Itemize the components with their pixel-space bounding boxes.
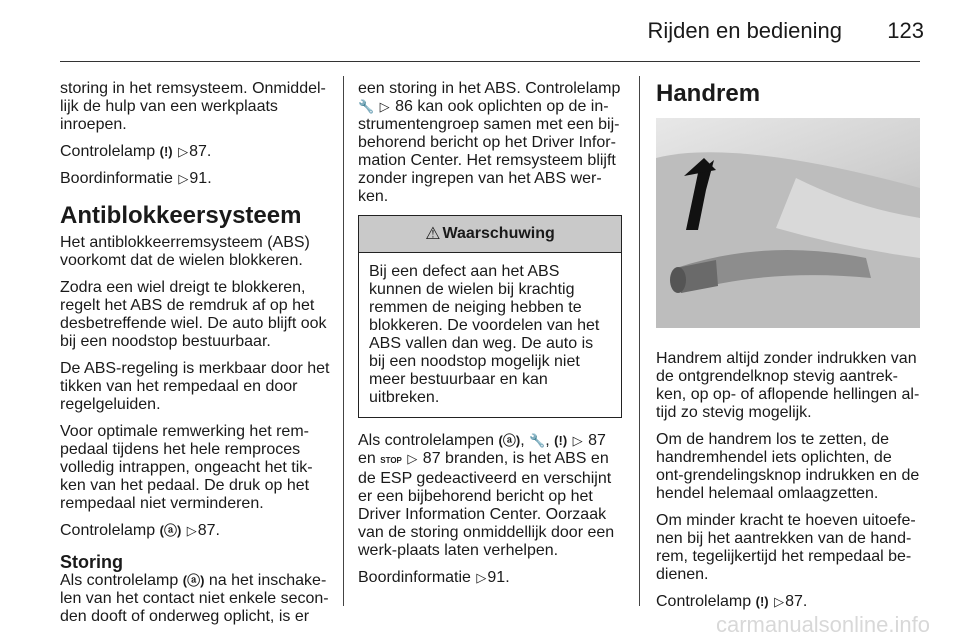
- text: Boordinformatie: [60, 170, 173, 187]
- subheading-storing: Storing: [60, 552, 123, 572]
- warning-header: [359, 216, 621, 253]
- page-ref-icon: ▷: [178, 171, 189, 186]
- page-ref-icon: ▷: [379, 99, 390, 114]
- text: 87 en: [358, 432, 606, 467]
- handbrake-illustration: [656, 118, 920, 328]
- wrench-icon: 🔧: [358, 99, 375, 114]
- paragraph: Om minder kracht te hoeven uitoefe-nen bij het aantrekken van de hand-rem, tegelijkertijd het rempedaal be-dienen.: [656, 512, 916, 583]
- column-3: [656, 80, 920, 620]
- page-ref[interactable]: 87.: [189, 143, 212, 160]
- warning-title: Waarschuwing: [442, 225, 555, 242]
- page-ref[interactable]: 87.: [785, 593, 808, 610]
- paragraph: [60, 572, 330, 626]
- brake-warning-icon: (!): [755, 594, 769, 609]
- warning-body: Bij een defect aan het ABS kunnen de wielen bij krachtig remmen de neiging hebben te blokkeren. De voordelen van het ABS vallen dan weg. De auto is bij een noodstop mogelijk niet meer bestuurbaar en kan uitbreken.: [369, 263, 600, 406]
- abs-warning-icon: (ⓐ): [159, 523, 182, 538]
- paragraph: Het antiblokkeerremsysteem (ABS) voorkomt dat de wielen blokkeren.: [60, 234, 310, 269]
- paragraph: [358, 569, 622, 587]
- abs-warning-icon: (ⓐ): [182, 573, 205, 588]
- warning-box: [358, 215, 622, 418]
- text: Als controlelampen: [358, 432, 495, 449]
- text: Als controlelamp: [60, 572, 179, 589]
- brake-warning-icon: (!): [554, 433, 568, 448]
- paragraph: [60, 522, 330, 540]
- page-ref-icon: ▷: [476, 570, 487, 585]
- page-ref-icon: ▷: [186, 523, 197, 538]
- text: een storing in het ABS. Controlelamp: [358, 80, 621, 97]
- page-ref[interactable]: 91.: [189, 170, 212, 187]
- paragraph: Als controlelampen (ⓐ), 🔧, (!) ▷ 87 en STOP ▷ 87 branden, is het ABS en de ESP gedeactiveerd en verschijnt er een bijbehorend bericht op het Driver Information Center. Oorzaak van de storing onmiddellijk door een werk-plaats laten verhelpen.: [358, 432, 615, 559]
- paragraph: Om de handrem los te zetten, de handremhendel iets oplichten, de ont-grendelingsknop indrukken en de hendel helemaal omlaagzetten.: [656, 431, 920, 502]
- paragraph: [60, 143, 330, 161]
- header-title: Rijden en bediening: [647, 18, 842, 43]
- column-2: [358, 80, 622, 596]
- wrench-icon: 🔧: [529, 433, 546, 448]
- text: Boordinformatie: [358, 569, 471, 586]
- warning-triangle-icon: ⚠: [425, 224, 441, 243]
- header-rule: [60, 61, 920, 62]
- text: Controlelamp: [656, 593, 752, 610]
- paragraph: Handrem altijd zonder indrukken van de ontgrendelknop stevig aantrek-ken, op op- of aflopende hellingen al-tijd zo stevig mogelijk.: [656, 350, 920, 421]
- paragraph: Voor optimale remwerking het rem-pedaal tijdens het hele remproces volledig intrappen, ongeacht het tik-ken van het pedaal. De druk op het rempedaal niet verminderen.: [60, 423, 313, 512]
- paragraph: [60, 170, 330, 188]
- page-ref-icon: ▷: [572, 433, 583, 448]
- page-ref[interactable]: 91.: [487, 569, 510, 586]
- page-number: 123: [887, 18, 924, 43]
- page-ref[interactable]: 87.: [197, 522, 220, 539]
- text: Controlelamp: [60, 522, 156, 539]
- text: Controlelamp: [60, 143, 156, 160]
- page-ref-icon: ▷: [774, 594, 785, 609]
- page-header: [0, 0, 960, 62]
- brake-warning-icon: (!): [159, 144, 173, 159]
- text: na het inschake-len van het contact niet enkele secon-den dooft of onderweg oplicht, is er: [60, 572, 329, 625]
- handbrake-photo: [656, 118, 920, 328]
- section-heading-handrem: Handrem: [656, 80, 761, 107]
- page-ref-icon: ▷: [407, 451, 418, 466]
- text: 87 branden, is het ABS en de ESP gedeactiveerd en verschijnt er een bijbehorend bericht op het Driver Information Center. Oorzaak van de storing onmiddellijk door een werk-plaats laten verhelpen.: [358, 450, 615, 559]
- paragraph: Zodra een wiel dreigt te blokkeren, regelt het ABS de remdruk af op het desbetreffende wiel. De auto blijft ook bij een noodstop bestuurbaar.: [60, 279, 327, 350]
- watermark: carmanualsonline.info: [715, 612, 930, 637]
- paragraph: [656, 593, 920, 611]
- column-divider-2: [639, 76, 640, 606]
- paragraph: De ABS-regeling is merkbaar door het tikken van het rempedaal en door regelgeluiden.: [60, 360, 330, 413]
- section-heading-abs: Antiblokkeersysteem: [60, 202, 302, 229]
- stop-icon: STOP: [380, 456, 402, 465]
- column-divider-1: [343, 76, 344, 606]
- column-1: [60, 80, 330, 635]
- abs-warning-icon: (ⓐ): [498, 433, 521, 448]
- paragraph: storing in het remsysteem. Onmiddel-lijk de hulp van een werkplaats inroepen.: [60, 80, 326, 133]
- text: 86 kan ook oplichten op de in-strumentengroep samen met een bij-behorend bericht op het Driver Infor-mation Center. Het remsysteem blijft zonder ingrepen van het ABS wer-ken.: [358, 98, 620, 205]
- paragraph: [358, 80, 622, 206]
- page-ref-icon: ▷: [178, 144, 189, 159]
